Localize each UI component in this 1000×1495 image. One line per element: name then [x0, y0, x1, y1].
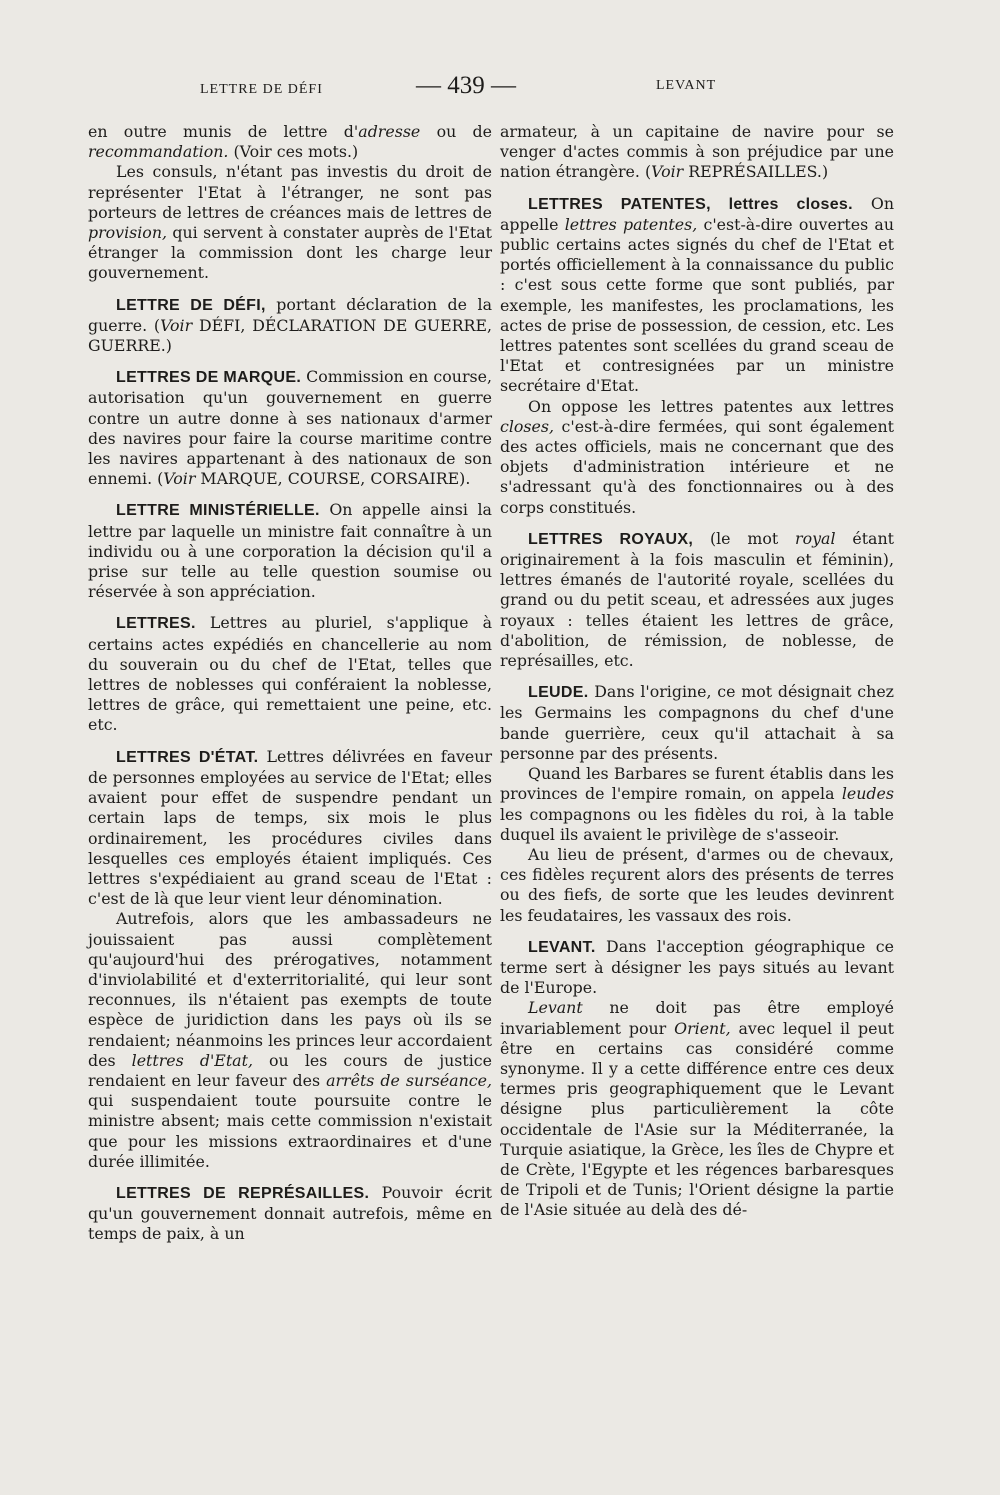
body-text: On oppose les lettres patentes aux lettres — [528, 396, 894, 416]
body-text: ne doit pas être employé invariablement pour — [500, 998, 894, 1038]
paragraph — [500, 998, 894, 1220]
dictionary-entry — [88, 367, 492, 489]
paragraph — [500, 845, 894, 926]
body-text: les compagnons ou les fidèles du roi, à la table duquel ils avaient le privilège de s'asseoir. — [500, 804, 894, 844]
dictionary-entry — [500, 937, 894, 999]
paragraph — [500, 764, 894, 845]
body-text: qui servent à constater auprès de l'Etat étranger la commission dont les charge leur gouvernement. — [88, 223, 492, 283]
italic-text: Orient, — [674, 1018, 731, 1038]
body-text: Lettres au pluriel, s'applique à certains actes expédiés en chancellerie au nom du souverain ou du chef de l'Etat, telles que lettres de noblesses qui conféraient la noblesse, lettres de grâce, qui remettaient une peine, etc. etc. — [88, 613, 492, 735]
body-text: c'est-à-dire ouvertes au public certains actes signés du chef de l'Etat et portés officiellement à la connaissance du public : c'est sous cette forme que sont publiés, par exemple, les manifestes, les proclamations, les actes de prise de possession, de cession, etc. Les lettres patentes sont scellées du grand sceau de l'Etat et contresignées par un ministre secrétaire d'Etat. — [500, 214, 894, 396]
entry-headword: LETTRES ROYAUX, — [528, 530, 694, 548]
body-text: (Voir ces mots.) — [228, 142, 359, 162]
body-text: c'est-à-dire fermées, qui sont également des actes officiels, mais ne concernant que des objets d'administration intérieure et ne s'adressant qu'à des fonctionnaires ou à des corps constitués. — [500, 416, 894, 517]
italic-text: Voir — [651, 162, 684, 182]
body-text: Au lieu de présent, d'armes ou de chevaux, ces fidèles reçurent alors des présents de terres ou des fiefs, de sorte que les leudes devinrent les feudataires, les vassaux des rois. — [500, 844, 894, 925]
body-text: DÉFI, DÉCLARATION DE GUERRE, GUERRE.) — [88, 315, 492, 356]
dictionary-entry — [500, 682, 894, 764]
italic-text: lettres d'Etat, — [131, 1050, 253, 1070]
body-text: (le mot — [693, 528, 796, 548]
italic-text: Levant — [528, 998, 583, 1018]
paragraph — [500, 122, 894, 183]
paragraph — [88, 162, 492, 283]
entry-headword: LETTRES PATENTES, lettres closes. — [528, 195, 853, 213]
dictionary-entry — [500, 194, 894, 397]
body-text: portant déclaration de la guerre. ( — [88, 294, 492, 335]
body-text: Quand les Barbares se furent établis dans les provinces de l'empire romain, on appela — [500, 764, 894, 804]
body-text: On appelle ainsi la lettre par laquelle un ministre fait connaître à un individu ou à une corporation la décision qu'il a prise sur telle au telle question soumise ou réservée à son appréciation. — [88, 500, 492, 602]
dictionary-entry — [88, 500, 492, 602]
body-text: Pouvoir écrit qu'un gouvernement donnait autrefois, même en temps de paix, à un — [88, 1182, 492, 1244]
italic-text: Voir — [160, 315, 193, 335]
italic-text: provision, — [88, 223, 168, 243]
body-text: qui suspendaient toute poursuite contre le ministre absent; mais cette commission n'existait que pour les missions extraordinaires et d'une durée illimitée. — [88, 1091, 492, 1171]
page-number: — 439 — — [416, 72, 516, 99]
italic-text: adresse — [358, 122, 421, 141]
italic-text: recommandation. — [88, 142, 229, 162]
left-column — [88, 122, 492, 1245]
dictionary-entry — [88, 1183, 492, 1245]
entry-headword: LETTRES DE REPRÉSAILLES. — [116, 1184, 370, 1202]
entry-headword: LEUDE. — [528, 684, 589, 702]
paragraph — [88, 122, 492, 162]
body-text: Dans l'acception géographique ce terme sert à désigner les pays situés au levant de l'Europe. — [500, 936, 894, 998]
italic-text: royal — [795, 528, 836, 548]
body-text: Autrefois, alors que les ambassadeurs ne jouissaient pas aussi complètement qu'aujourd'hui des prérogatives, notamment d'inviolabilité et d'exterritorialité, qui leur sont reconnues, ils n'étaient pas exempts de toute espèce de juridiction dans les pays où ils se rendaient; néanmoins les princes leur accordaient des — [88, 909, 492, 1070]
body-text: Les consuls, n'étant pas investis du droit de représenter l'Etat à l'étranger, ne sont pas porteurs de lettres de créances mais de lettres de — [88, 162, 492, 222]
body-text: avec lequel il peut être en certains cas considéré comme synonyme. Il y a cette différence entre ces deux termes pris geographiquement que le Levant désigne plus particulièrement la côte occidentale de l'Asie sur la Méditerranée, la Turquie asiatique, la Grèce, les îles de Chypre et de Crète, l'Egypte et les régences barbaresques de Tripoli et de Tunis; l'Orient désigne la partie de l'Asie située au delà des dé- — [500, 1018, 894, 1220]
dictionary-entry — [500, 529, 894, 671]
dictionary-entry — [88, 747, 492, 910]
header-right-title: LEVANT — [656, 78, 717, 93]
italic-text: leudes — [841, 784, 894, 804]
right-column — [500, 122, 894, 1221]
header-left-title: LETTRE DE DÉFI — [200, 82, 323, 97]
entry-headword: LETTRE DE DÉFI, — [116, 296, 266, 314]
body-text: en outre munis de lettre d' — [88, 122, 359, 141]
body-text: Lettres délivrées en faveur de personnes employées au service de l'Etat; elles avaient pour effet de suspendre pendant un certain laps de temps, six mois le plus ordinairement, les procédures civiles dans lesquelles ces employés étaient impliqués. Ces lettres s'expédiaient au grand sceau de l'Etat : c'est de là que leur vient leur dénomination. — [88, 746, 492, 909]
body-text: ou de — [420, 122, 492, 141]
entry-headword: LETTRE MINISTÉRIELLE. — [116, 502, 320, 520]
italic-text: lettres patentes, — [564, 214, 698, 234]
entry-headword: LEVANT. — [528, 938, 596, 956]
body-text: Commission en course, autorisation qu'un gouvernement en guerre contre un autre donne à ses nationaux d'armer des navires pour faire la course maritime contre les navires appartenant à des nationaux de son ennemi. ( — [88, 367, 492, 489]
paragraph — [88, 909, 492, 1172]
italic-text: arrêts de surséance, — [326, 1070, 492, 1090]
body-text: Dans l'origine, ce mot désignait chez les Germains les compagnons du chef d'une bande guerrière, ceux qu'il attachait à sa personne par des présents. — [500, 682, 894, 763]
body-text: armateur, à un capitaine de navire pour se venger d'actes commis à son préjudice par une nation étrangère. ( — [500, 122, 894, 182]
italic-text: Voir — [163, 469, 196, 489]
body-text: On appelle — [500, 193, 894, 234]
entry-headword: LETTRES DE MARQUE. — [116, 369, 302, 387]
entry-headword: LETTRES. — [116, 615, 196, 633]
body-text: REPRÉSAILLES.) — [683, 162, 829, 182]
italic-text: closes, — [500, 416, 554, 436]
body-text: étant originairement à la fois masculin et féminin), lettres émanés de l'autorité royale, scellées du grand ou du petit sceau, et adressées aux juges royaux : telles étaient les lettres de grâce, d'abolition, de rémission, de noblesse, de représailles, etc. — [500, 528, 894, 671]
running-header — [0, 72, 1000, 102]
dictionary-entry — [88, 613, 492, 735]
body-text: MARQUE, COURSE, CORSAIRE). — [195, 469, 471, 489]
paragraph — [500, 397, 894, 518]
entry-headword: LETTRES D'ÉTAT. — [116, 748, 259, 766]
dictionary-entry — [88, 295, 492, 357]
body-text: ou les cours de justice rendaient en leur faveur des — [88, 1050, 492, 1090]
